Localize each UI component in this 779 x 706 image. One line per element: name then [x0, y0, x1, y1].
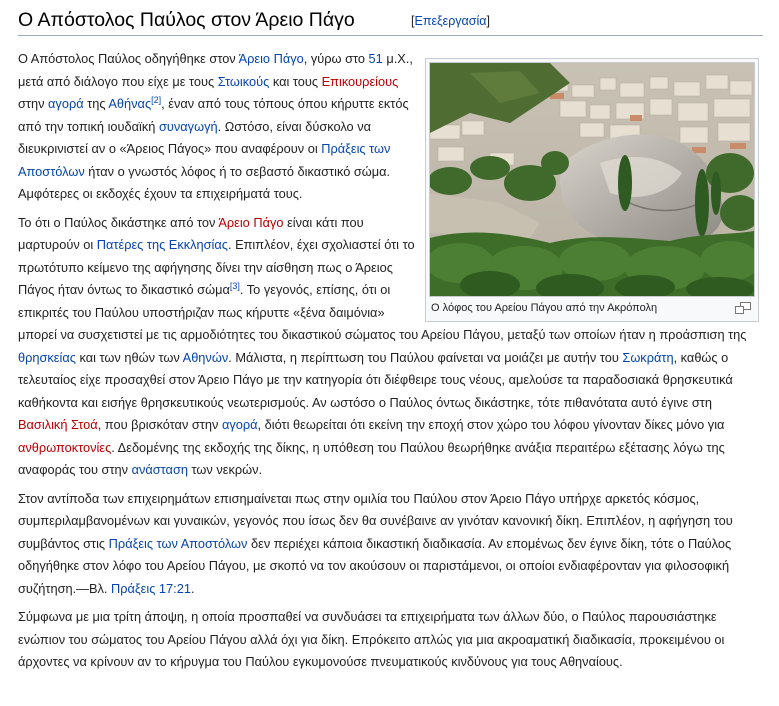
link-acts-of-apostles-2[interactable]: Πράξεις των Αποστόλων: [108, 535, 248, 551]
text: . Δεδομένης της εκδοχής της δίκης, η υπόθεση του Παύλου θεωρήθηκε ανάξια περαιτέρω εξέτασης λόγω της αναφοράς του στην: [18, 439, 725, 477]
paragraph-3: [18, 488, 761, 601]
section-heading: [18, 5, 763, 36]
text: , γύρω στο: [303, 51, 369, 66]
text: , έναν από τους τόπους όπου κήρυττε εκτός από την τοπική ιουδαϊκή: [18, 96, 409, 134]
text: Ο Απόστολος Παύλος οδηγήθηκε στον: [18, 51, 239, 66]
link-resurrection[interactable]: ανάσταση: [131, 462, 188, 477]
text: και των ηθών των: [75, 349, 183, 365]
edit-bracket-open: [: [411, 14, 415, 28]
edit-link[interactable]: Επεξεργασία: [414, 14, 487, 28]
article-body: [18, 48, 761, 680]
text: ήταν ο γνωστός λόφος ή το σεβαστό δικαστικό σώμα. Αμφότερες οι εκδοχές έχουν τα επιχειρήματά τους.: [18, 163, 391, 201]
link-church-fathers[interactable]: Πατέρες της Εκκλησίας: [96, 237, 228, 252]
link-athens[interactable]: Αθήνας: [108, 96, 152, 111]
text: είναι κάτι που μαρτυρούν οι: [18, 214, 364, 252]
link-socrates[interactable]: Σωκράτη: [622, 349, 674, 365]
text: , που βρισκόταν στην: [97, 417, 222, 432]
edit-section: [411, 14, 490, 28]
link-homicides[interactable]: ανθρωποκτονίες: [18, 439, 112, 455]
link-year-51[interactable]: 51: [368, 51, 383, 66]
section-title: Ο Απόστολος Παύλος στον Άρειο Πάγο: [18, 9, 355, 31]
link-synagogue[interactable]: συναγωγή: [158, 118, 218, 134]
link-acts-of-apostles[interactable]: Πράξεις των Αποστόλων: [18, 141, 391, 179]
link-epicureans[interactable]: Επικουρείους: [321, 73, 399, 89]
text: της: [83, 96, 109, 111]
paragraph-4: [18, 606, 761, 674]
link-athenians[interactable]: Αθηνών: [182, 349, 229, 365]
reference-3[interactable]: [3]: [229, 281, 240, 291]
text: , καθώς ο τελευταίος είχε προσαχθεί στον Άρειο Πάγο με την κατηγορία ότι διέφθειρε τους νέους, αμελούσε τα παραδοσιακά θρησκευτικά καθήκοντα και εισήγε θρησκευτικούς νεωτερισμούς. Αν ωστόσο ο Παύλος όντως δικάστηκε, τότε πιθανότατα αυτό έγινε στη: [18, 349, 733, 410]
link-agora-2[interactable]: αγορά: [221, 417, 258, 432]
text: μ.Χ., μετά από διάλογο που είχε με τους: [18, 51, 413, 89]
text: , διότι θεωρείται ότι εκείνη την εποχή στον χώρο του λόφου γίνονταν δίκες μόνο για: [257, 417, 725, 432]
link-areios-pagos-2[interactable]: Άρειο Πάγο: [218, 214, 284, 230]
link-areios-pagos[interactable]: Άρειο Πάγο: [238, 51, 304, 66]
reference-2[interactable]: [2]: [151, 95, 162, 105]
link-agora[interactable]: αγορά: [48, 96, 84, 111]
text: των νεκρών.: [187, 462, 263, 477]
link-royal-stoa[interactable]: Βασιλική Στοά: [18, 417, 98, 432]
link-religion[interactable]: θρησκείας: [18, 349, 76, 365]
text: . Μάλιστα, η περίπτωση του Παύλου φαίνεται να μοιάζει με αυτήν του: [228, 349, 623, 365]
text: .: [190, 580, 195, 596]
figure-float-spacer: [421, 48, 761, 324]
edit-bracket-close: ]: [486, 14, 490, 28]
text: στην: [18, 96, 49, 111]
text: Το ότι ο Παύλος δικάστηκε από τον: [18, 214, 219, 230]
link-acts-17-21[interactable]: Πράξεις 17:21: [111, 580, 191, 596]
text: δεν περιέχει κάποια δικαστική διαδικασία. Αν επομένως δεν έγινε δίκη, τότε ο Παύλος οδηγήθηκε στον λόφο του Αρείου Πάγου, με σκοπό να τον ακούσουν οι παριστάμενοι, οι οποίοι ενδιαφέρονταν για φιλοσοφική συζήτηση.—Βλ.: [18, 535, 732, 596]
text: Σύμφωνα με μια τρίτη άποψη, η οποία προσπαθεί να συνδυάσει τα επιχειρήματα των άλλων δύο, ο Παύλος παρουσιάστηκε ενώπιον του σώματος του Αρείου Πάγου αλλά όχι για δίκη. Επρόκειτο απλώς για μια ακροαματική διαδικασία, προκειμένου οι άρχοντες να κρίνουν αν το κήρυγμα του Παύλου εγκυμονούσε πνευματικούς κινδύνους για τους Αθηναίους.: [18, 609, 725, 669]
figure-caption: Ο λόφος του Αρείου Πάγου από την Ακρόπολη: [431, 302, 658, 314]
text: . Ωστόσο, είναι δύσκολο να διευκρινιστεί αν ο «Άρειος Πάγος» που αναφέρουν οι: [18, 118, 372, 156]
text: . Επιπλέον, έχει σχολιαστεί ότι το πρωτότυπο κείμενο της αφήγησης δίνει την αίσθηση πως ο Άρειος Πάγος ήταν όντως το δικαστικό σώμα: [18, 237, 415, 297]
text: Στον αντίποδα των επιχειρημάτων επισημαίνεται πως στην ομιλία του Παύλου στον Άρειο Πάγο υπήρχε αρκετός κόσμος, συμπεριλαμβανομένων και γυναικών, γεγονός που ίσως δεν θα συνέβαινε αν γινόταν κανονική δίκη. Επιπλέον, η αφήγηση του συμβάντος στις: [18, 490, 733, 551]
link-stoics[interactable]: Στωικούς: [217, 73, 270, 89]
text: και τους: [269, 73, 322, 89]
text: . Το γεγονός, επίσης, ότι οι επικριτές του Παύλου υποστήριζαν πως κήρυττε «ξένα δαιμόνια» μπορεί να συσχετιστεί με τις αρμοδιότητες του δικαστικού σώματος του Αρείου Πάγου, μεταξύ των οποίων ήταν η προάσπιση της: [18, 282, 747, 342]
